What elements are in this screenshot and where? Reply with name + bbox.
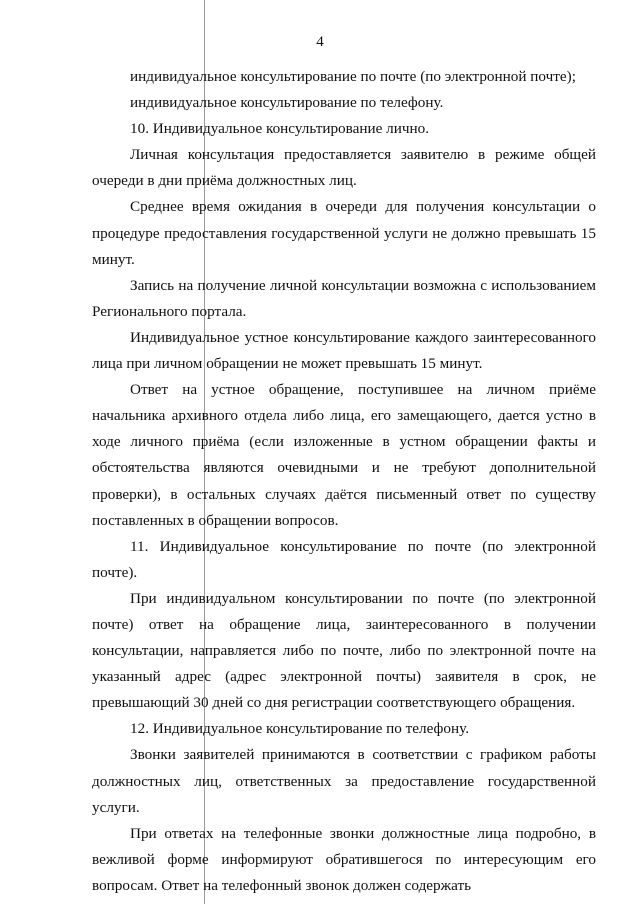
page-number: 4 [316, 34, 324, 50]
paragraph: индивидуальное консультирование по телефону. [130, 94, 444, 112]
paragraph: Ответ на устное обращение, поступившее на личном приёме начальника архивного отдела либо лица, его замещающего, дается устно в ходе личного приёма (если изложенные в устном обращении факты и обстоятельства являются очевидными и не требуют дополнительной проверки), в остальных случаях даётся письменный ответ по существу поставленных в обращении вопросов. [92, 381, 596, 529]
paragraph: При ответах на телефонные звонки должностные лица подробно, в вежливой форме информируют обратившегося по интересующим его вопросам. Ответ на телефонный звонок должен содержать [92, 824, 596, 894]
paragraph: индивидуальное консультирование по почте (по электронной почте); [130, 68, 576, 85]
paragraph: При индивидуальном консультировании по почте (по электронной почте) ответ на обращение лица, заинтересованного в получении консультации, направляется либо по почте, либо по электронной почте на указанный адрес (адрес электронной почты) заявителя в срок, не превышающий 30 дней со дня регистрации соответствующего обращения. [92, 589, 596, 712]
paragraph: Индивидуальное устное консультирование каждого заинтересованного лица при личном обращении не может превышать 15 минут. [92, 328, 596, 373]
paragraph: Личная консультация предоставляется заявителю в режиме общей очереди в дни приёма должностных лиц. [92, 146, 596, 190]
paragraph: Звонки заявителей принимаются в соответствии с графиком работы должностных лиц, ответственных за предоставление государственной услуги. [92, 746, 596, 816]
section-heading: 12. Индивидуальное консультирование по телефону. [130, 720, 469, 738]
paragraph: Среднее время ожидания в очереди для получения консультации о процедуре предоставления государственной услуги не должно превышать 15 минут. [92, 198, 596, 268]
document-body [92, 64, 596, 899]
section-heading: 11. Индивидуальное консультирование по почте (по электронной почте). [92, 537, 596, 581]
paragraph: Запись на получение личной консультации возможна с использованием Регионального портала. [92, 276, 596, 320]
section-heading: 10. Индивидуальное консультирование лично. [130, 120, 430, 138]
